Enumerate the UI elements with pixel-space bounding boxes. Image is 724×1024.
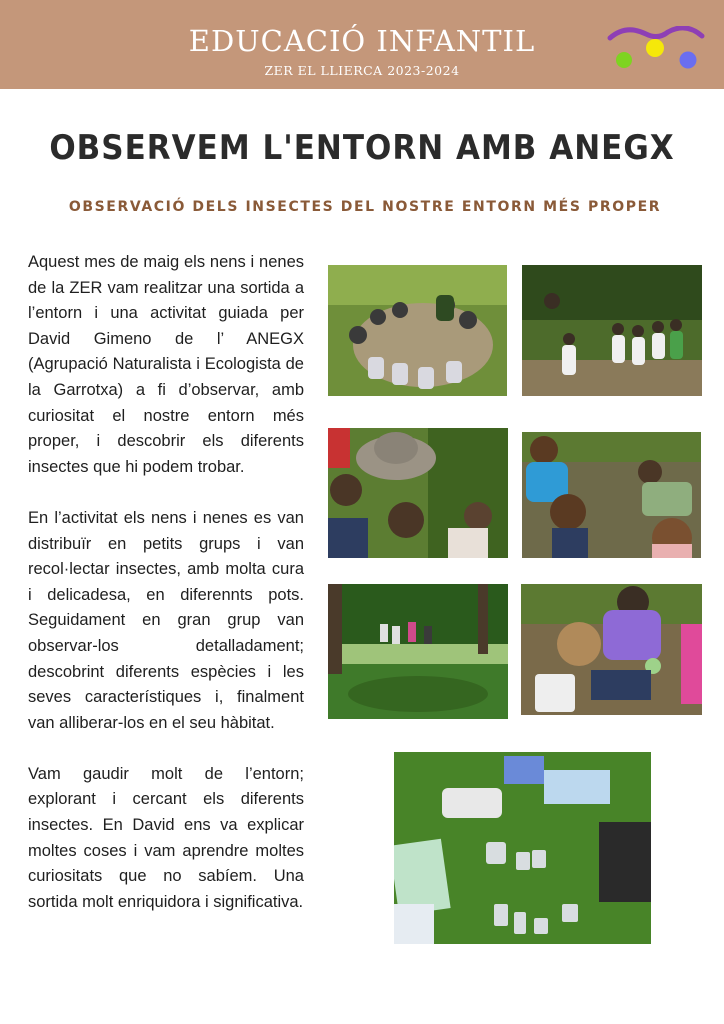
page-subtitle: OBSERVACIÓ DELS INSECTES DEL NOSTRE ENTORN MÉS PROPER xyxy=(68,199,662,215)
header-title: EDUCACIÓ INFANTIL xyxy=(188,24,536,58)
photo-jars-on-grass xyxy=(394,752,651,944)
photo-group-forest xyxy=(522,265,702,396)
photo-children-circle xyxy=(328,265,507,396)
page-title: OBSERVEM L'ENTORN AMB ANEGX xyxy=(49,128,675,168)
photo-observing-jars xyxy=(521,584,702,715)
paragraph-1: Aquest mes de maig els nens i nenes de la ZER vam realitzar una sortida a l’entorn i una activitat guiada per David Gimeno de l’ ANEGX (Agrupació Naturalista i Ecologista de la Garrotxa) a fi d’observar, amb curiositat el nostre entorn més proper, i descobrir els diferents insectes que hi podem trobar. xyxy=(28,253,304,476)
paragraph-2: En l’activitat els nens i nenes es van distribuïr en petits grups i van recol·lectar insectes, amb molta cura i delicadesa, en diferennts pots. Seguidament en gran grup van observar-los detalladament; descobrint diferents espècies i les seves característiques i, finalment van alliberar-los en el seu hàbitat. xyxy=(28,508,304,732)
school-logo-icon xyxy=(606,26,706,74)
page-header xyxy=(0,0,724,89)
article-body xyxy=(28,250,304,941)
photo-meadow xyxy=(328,584,508,719)
header-subtitle: ZER EL LLIERCA 2023-2024 xyxy=(264,63,460,78)
photo-hat-closeup xyxy=(328,428,508,558)
paragraph-3: Vam gaudir molt de l’entorn; explorant i cercant els diferents insectes. En David ens va explicar moltes coses i vam aprendre moltes curiositats que no sabíem. Una sortida molt enriquidora i significativa. xyxy=(28,764,304,911)
photo-children-digging xyxy=(522,432,701,558)
